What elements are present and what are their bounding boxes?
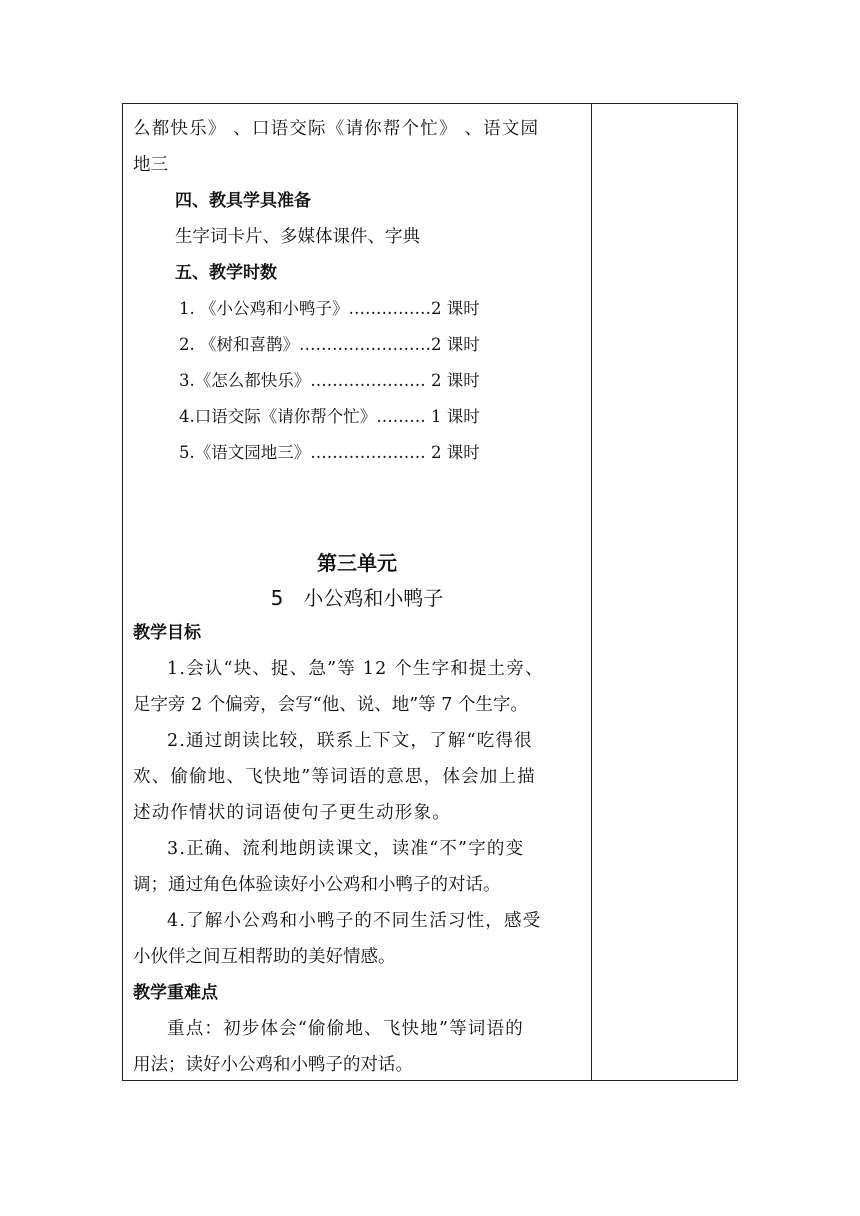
- section-content: 生字词卡片、多媒体课件、字典: [175, 227, 420, 247]
- lesson-title: 5 小公鸡和小鸭子: [270, 586, 444, 610]
- key-points-line: 重点：初步体会“偷偷地、飞快地”等词语的: [167, 1019, 524, 1039]
- schedule-item: 4.口语交际《请你帮个忙》……… 1 课时: [179, 407, 480, 426]
- section-heading: 五、教学时数: [175, 263, 277, 283]
- schedule-item: 1. 《小公鸡和小鸭子》……………2 课时: [179, 299, 480, 318]
- objective-line: 述动作情状的词语使句子更生动形象。: [133, 803, 451, 823]
- objectives-heading: 教学目标: [133, 623, 201, 643]
- objective-line: 欢、偷偷地、飞快地”等词语的意思，体会加上描: [133, 767, 536, 787]
- objective-line: 1.会认“块、捉、急”等 12 个生字和提土旁、: [167, 659, 544, 679]
- section-heading: 四、教具学具准备: [175, 191, 311, 211]
- objective-line: 3.正确、流利地朗读课文，读准“不”字的变: [167, 839, 525, 859]
- column-divider: [591, 104, 592, 1080]
- objective-line: 调；通过角色体验读好小公鸡和小鸭子的对话。: [133, 875, 501, 895]
- objective-line: 小伙伴之间互相帮助的美好情感。: [133, 947, 396, 967]
- key-points-line: 用法；读好小公鸡和小鸭子的对话。: [133, 1055, 413, 1075]
- schedule-item: 5.《语文园地三》………………… 2 课时: [179, 443, 480, 462]
- objective-line: 2.通过朗读比较，联系上下文，了解“吃得很: [167, 731, 533, 751]
- lesson-plan-table: [122, 103, 738, 1081]
- intro-line: 么都快乐》 、口语交际《请你帮个忙》 、语文园: [133, 119, 540, 139]
- key-points-heading: 教学重难点: [133, 983, 218, 1003]
- unit-title: 第三单元: [317, 551, 397, 575]
- schedule-item: 2. 《树和喜鹊》……………………2 课时: [179, 335, 480, 354]
- schedule-item: 3.《怎么都快乐》………………… 2 课时: [179, 371, 480, 390]
- intro-line: 地三: [133, 155, 168, 175]
- objective-line: 4.了解小公鸡和小鸭子的不同生活习性，感受: [167, 911, 542, 931]
- objective-line: 足字旁 2 个偏旁，会写“他、说、地”等 7 个生字。: [133, 695, 528, 715]
- main-content-cell: [123, 104, 591, 1080]
